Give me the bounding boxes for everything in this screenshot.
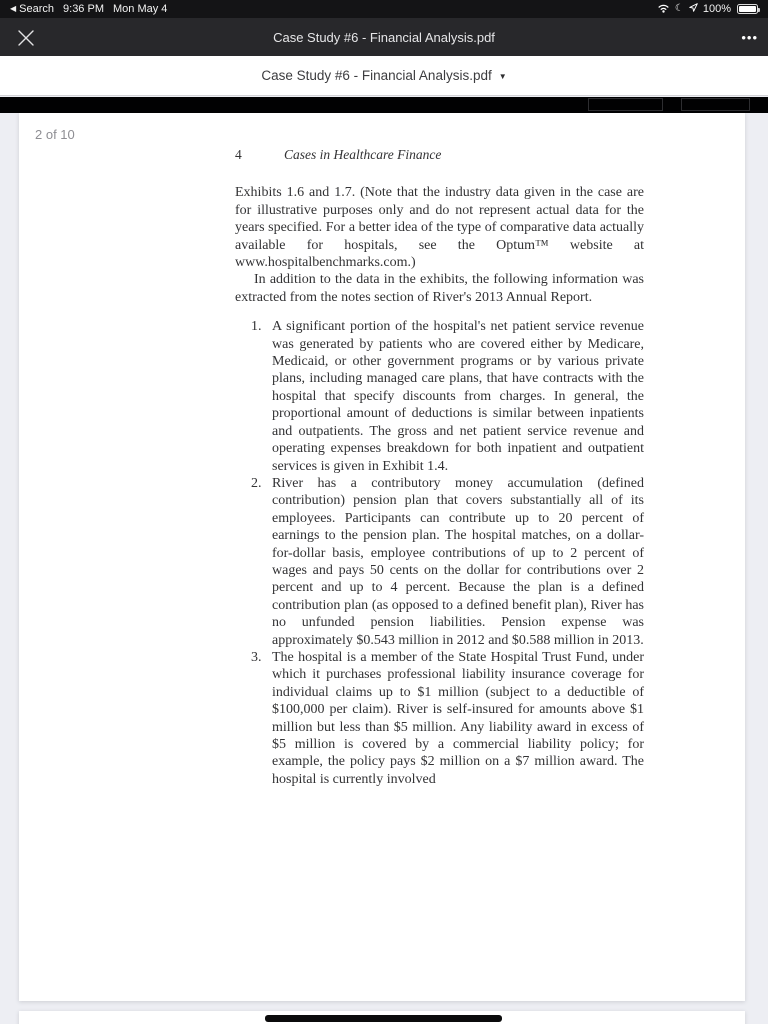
list-item (235, 649, 644, 788)
mini-toolbar (0, 97, 768, 113)
document-title-dropdown[interactable] (0, 56, 768, 96)
back-to-app-icon: ◀ (10, 4, 17, 13)
pdf-page-next-preview (19, 1011, 745, 1024)
notes-list (235, 318, 644, 788)
more-options-icon[interactable]: ••• (741, 29, 758, 45)
back-to-app-label: Search (19, 3, 55, 15)
list-item-number: 1. (251, 319, 262, 335)
printed-page-number: 4 (235, 147, 242, 162)
status-date: Mon May 4 (112, 3, 168, 15)
list-item-text: River has a contributory money accumulation (defined contribution) pension plan that covers substantially all of its employees. Participants can contribute up to 20 percent of earnings to the pension plan. The hospital matches, on a dollar-for-dollar basis, employee contributions of up to 2 percent of wages and pays 50 cents on the dollar for contributions over 2 percent and up to 4 percent. Because the plan is a defined contribution plan (as opposed to a defined benefit plan), River has no unfunded pension liabilities. Pension expense was approximately $0.543 million in 2012 and $0.588 million in 2013. (272, 475, 644, 648)
battery-percent-label: 100% (702, 3, 731, 15)
page-indicator: 2 of 10 (35, 127, 75, 142)
list-item-number: 2. (251, 475, 262, 491)
pdf-page (19, 113, 745, 1001)
status-time: 9:36 PM (63, 3, 104, 15)
running-head-title: Cases in Healthcare Finance (284, 147, 442, 162)
app-title-bar (0, 18, 768, 56)
document-text-block (235, 146, 644, 788)
paragraph: In addition to the data in the exhibits, the following information was extracted from the notes section of River's 2013 Annual Report. (235, 272, 644, 305)
paragraph: Exhibits 1.6 and 1.7. (Note that the industry data given in the case are for illustrative purposes only and do not represent actual data for the years specified. For a better idea of the type of comparative data actually available for hospitals, see the Optum™ website at www.hospitalbenchmarks.com.) (235, 185, 644, 271)
list-item (235, 475, 644, 649)
running-head (235, 146, 644, 163)
list-item (235, 318, 644, 475)
list-item-text: The hospital is a member of the State Hospital Trust Fund, under which it purchases professional liability insurance coverage for individual claims up to $1 million (subject to a deductible of $100,000 per claim). River is self-insured for amounts above $1 million but less than $5 million. Any liability award in excess of $5 million is covered by a commercial liability policy; for example, the policy pays $2 million on a $7 million award. The hospital is currently involved (272, 649, 644, 787)
status-bar (0, 0, 768, 18)
document-title-label: Case Study #6 - Financial Analysis.pdf (261, 68, 492, 83)
location-arrow-icon (689, 3, 698, 15)
close-icon[interactable] (13, 25, 39, 51)
toolbar-button-placeholder-2[interactable] (681, 98, 750, 111)
chevron-down-icon: ▼ (498, 71, 507, 81)
next-page-heading-rule (265, 1015, 502, 1022)
back-to-app-button[interactable] (10, 3, 54, 15)
do-not-disturb-moon-icon: ☾ (674, 3, 684, 14)
toolbar-button-placeholder-1[interactable] (588, 98, 663, 111)
battery-icon (737, 4, 758, 14)
pdf-scroll-area[interactable] (0, 113, 768, 1024)
list-item-number: 3. (251, 649, 262, 665)
list-item-text: A significant portion of the hospital's net patient service revenue was generated by patients who are covered either by Medicare, Medicaid, or other government programs or by various private plans, including managed care plans, that have contracts with the hospital that specify discounts from charges. In general, the proportional amount of deductions is similar between inpatients and outpatients. The gross and net patient service revenue and operating expenses breakdown for both inpatient and outpatient services is given in Exhibit 1.4. (272, 319, 644, 474)
window-title: Case Study #6 - Financial Analysis.pdf (273, 29, 495, 45)
wifi-icon (657, 3, 670, 16)
